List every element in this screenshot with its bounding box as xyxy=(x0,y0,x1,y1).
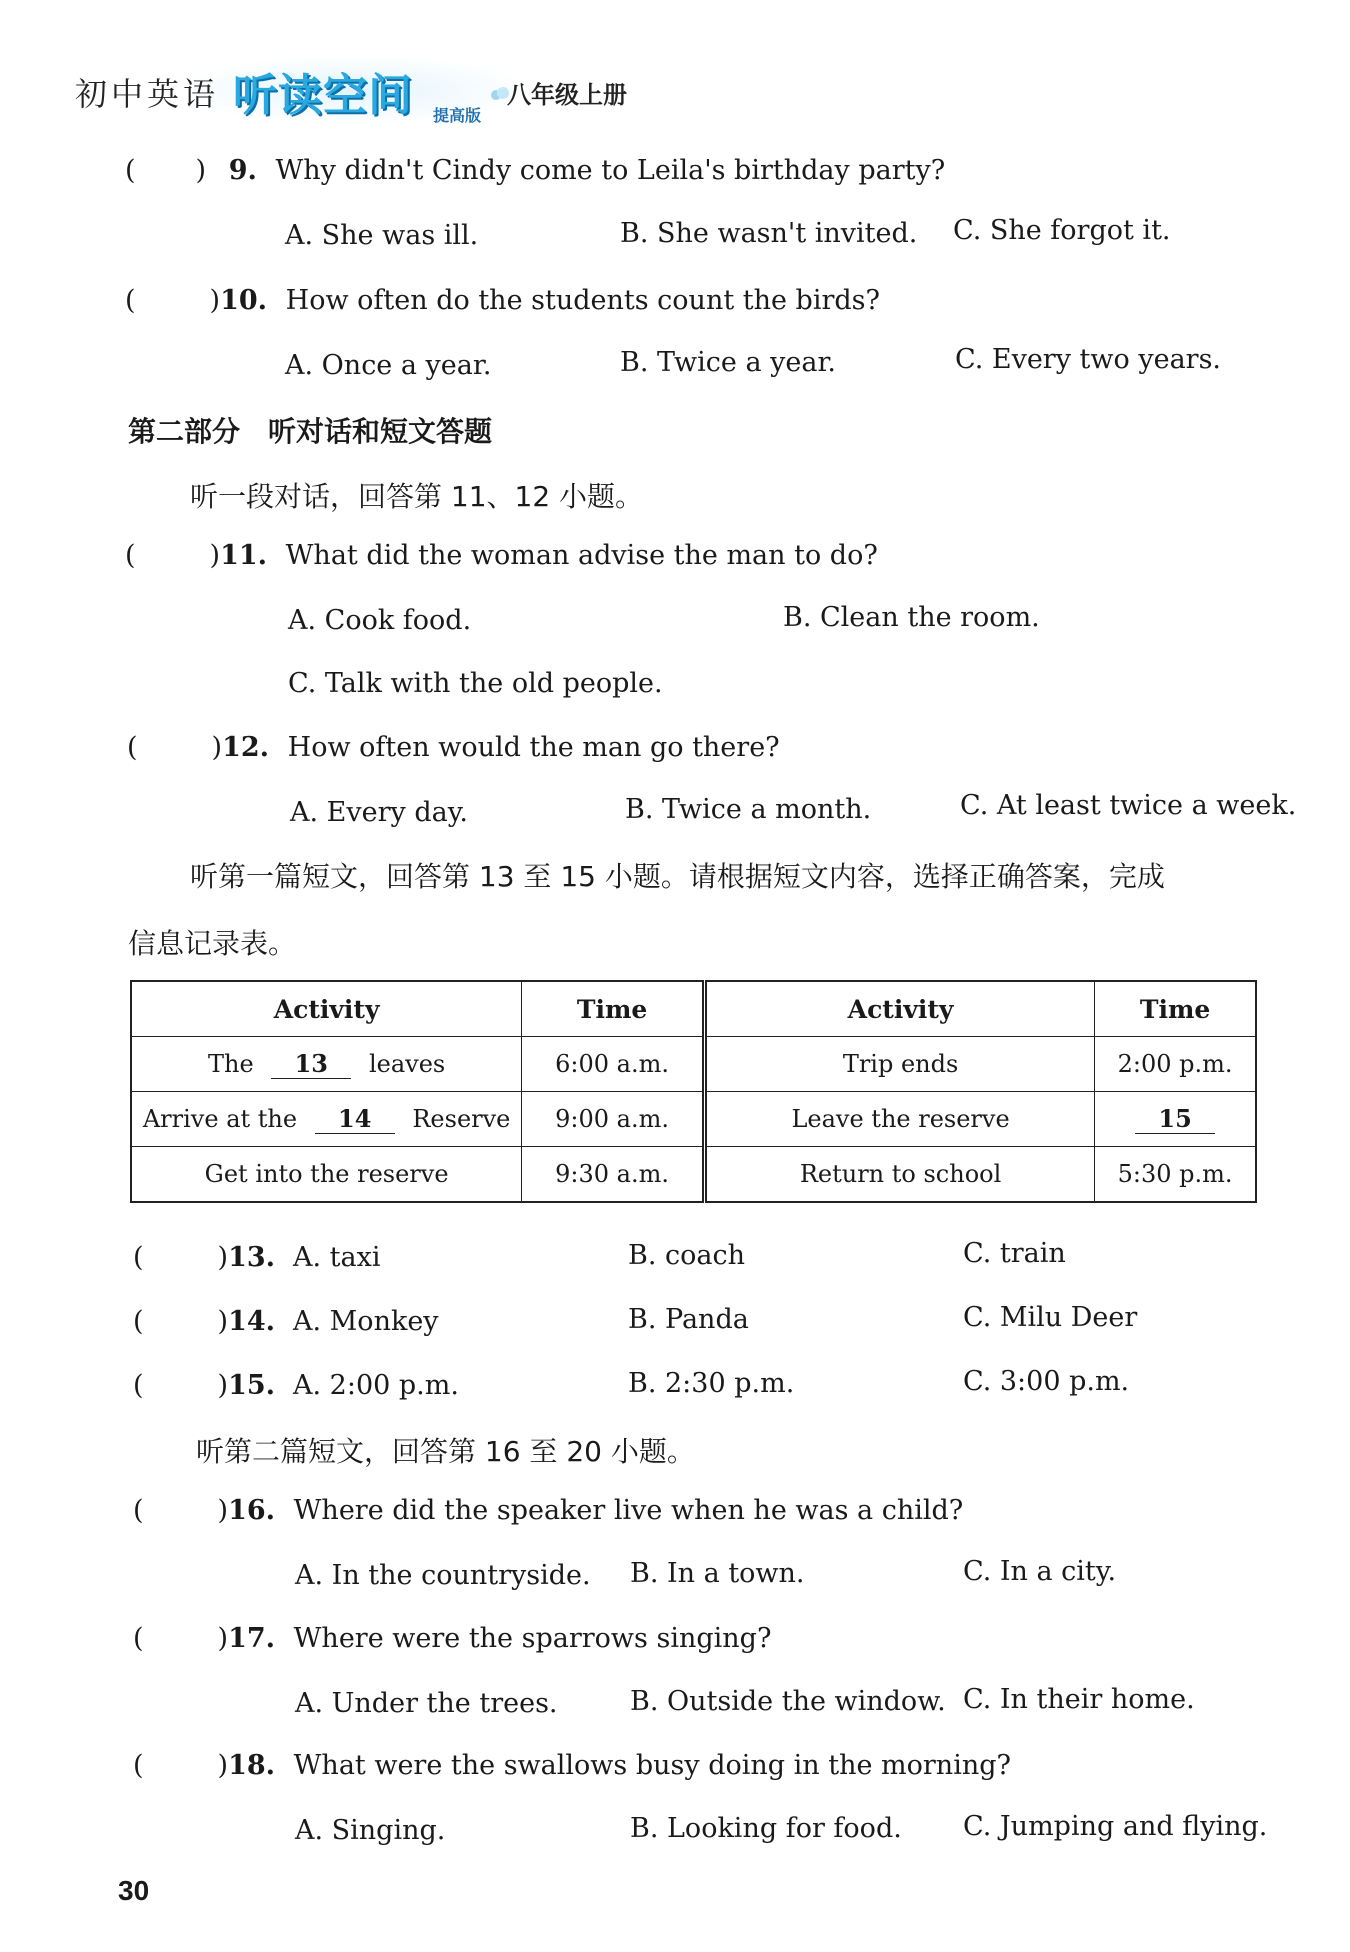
answer-paren-close: ) xyxy=(209,285,221,316)
option-a: A. Every day. xyxy=(290,797,468,828)
answer-paren-close: ) xyxy=(217,1623,229,1654)
instruction-11-12: 听一段对话，回答第 11、12 小题。 xyxy=(190,480,644,513)
page-header xyxy=(75,55,775,135)
header-time: Time xyxy=(522,981,705,1037)
option-b: B. Twice a year. xyxy=(620,347,837,378)
option-a: A. Under the trees. xyxy=(295,1688,558,1719)
table-cell: 9:30 a.m. xyxy=(522,1147,705,1203)
table-cell: Get into the reserve xyxy=(131,1147,522,1203)
option-a: A. Once a year. xyxy=(285,350,492,381)
answer-paren-open: ( xyxy=(133,1306,144,1337)
table-cell: Return to school xyxy=(704,1147,1094,1203)
option-c: C. Milu Deer xyxy=(963,1302,1138,1333)
header-activity: Activity xyxy=(704,981,1094,1037)
brand-logo-text: 听读空间 xyxy=(233,70,413,121)
question-number: 12. xyxy=(222,732,270,763)
option-a: A. Cook food. xyxy=(288,605,472,636)
answer-paren-open: ( xyxy=(125,285,136,316)
answer-paren-open: ( xyxy=(133,1623,144,1654)
question-13 xyxy=(133,1242,275,1273)
table-row xyxy=(131,1147,1256,1203)
table-cell: 2:00 p.m. xyxy=(1095,1037,1256,1092)
answer-paren-close: ) xyxy=(211,732,223,763)
answer-paren-close: ) xyxy=(217,1495,229,1526)
cell-text: Arrive at the xyxy=(142,1104,298,1133)
option-b: B. She wasn't invited. xyxy=(620,218,918,249)
cell-text: The xyxy=(208,1049,254,1078)
header-activity: Activity xyxy=(131,981,522,1037)
question-number: 16. xyxy=(228,1495,276,1526)
option-a: A. In the countryside. xyxy=(295,1560,591,1591)
option-b: B. Panda xyxy=(628,1304,749,1335)
instruction-13-15-line2: 信息记录表。 xyxy=(128,927,297,960)
edition-label: 提高版 xyxy=(433,106,482,125)
cell-text: Reserve xyxy=(412,1104,511,1133)
option-b: B. Clean the room. xyxy=(783,602,1040,633)
question-number: 11. xyxy=(220,540,268,571)
option-b: B. Twice a month. xyxy=(625,794,872,825)
answer-paren-open: ( xyxy=(133,1242,144,1273)
option-c: C. train xyxy=(963,1238,1066,1269)
table-cell xyxy=(131,1092,522,1147)
question-16 xyxy=(133,1495,963,1526)
question-number: 9. xyxy=(228,155,257,186)
answer-blank-15[interactable]: 15 xyxy=(1135,1105,1215,1134)
option-c: C. In a city. xyxy=(963,1556,1117,1587)
option-c: C. In their home. xyxy=(963,1684,1195,1715)
answer-paren-close: ) xyxy=(217,1242,229,1273)
option-b: B. In a town. xyxy=(630,1558,805,1589)
table-cell xyxy=(1095,1092,1256,1147)
answer-paren-open: ( xyxy=(125,155,136,186)
question-text: What were the swallows busy doing in the morning? xyxy=(293,1750,1011,1781)
question-text: How often would the man go there? xyxy=(287,732,780,763)
question-12 xyxy=(127,732,780,763)
book-series-label: 初中英语 xyxy=(75,75,220,113)
info-record-table xyxy=(130,980,1257,1203)
table-cell: 9:00 a.m. xyxy=(522,1092,705,1147)
table-cell: 6:00 a.m. xyxy=(522,1037,705,1092)
option-b: B. Looking for food. xyxy=(630,1813,902,1844)
option-a: A. taxi xyxy=(293,1242,381,1273)
answer-paren-close: ) xyxy=(195,155,207,186)
answer-blank-13[interactable]: 13 xyxy=(271,1050,351,1079)
cell-text: leaves xyxy=(368,1049,446,1078)
table-cell: Trip ends xyxy=(704,1037,1094,1092)
instruction-13-15-line1: 听第一篇短文，回答第 13 至 15 小题。请根据短文内容，选择正确答案，完成 xyxy=(190,860,1165,893)
question-14 xyxy=(133,1306,275,1337)
table-row xyxy=(131,1092,1256,1147)
answer-paren-open: ( xyxy=(133,1750,144,1781)
option-a: A. Monkey xyxy=(293,1306,439,1337)
option-c: C. At least twice a week. xyxy=(960,790,1297,821)
question-18 xyxy=(133,1750,1011,1781)
answer-paren-close: ) xyxy=(217,1750,229,1781)
option-b: B. Outside the window. xyxy=(630,1686,946,1717)
option-a: A. 2:00 p.m. xyxy=(293,1370,459,1401)
table-header-row xyxy=(131,981,1256,1037)
question-text: What did the woman advise the man to do? xyxy=(285,540,878,571)
question-number: 14. xyxy=(228,1306,276,1337)
grade-label: 八年级上册 xyxy=(507,81,627,109)
question-9 xyxy=(125,155,945,186)
option-b: B. coach xyxy=(628,1240,745,1271)
answer-paren-open: ( xyxy=(127,732,138,763)
question-number: 17. xyxy=(228,1623,276,1654)
header-time: Time xyxy=(1095,981,1256,1037)
answer-paren-open: ( xyxy=(133,1370,144,1401)
question-text: Why didn't Cindy come to Leila's birthday party? xyxy=(275,155,946,186)
question-text: How often do the students count the birds? xyxy=(285,285,881,316)
question-17 xyxy=(133,1623,771,1654)
table-row xyxy=(131,1037,1256,1092)
answer-paren-close: ) xyxy=(217,1306,229,1337)
question-number: 13. xyxy=(228,1242,276,1273)
option-b: B. 2:30 p.m. xyxy=(628,1368,795,1399)
option-c: C. Jumping and flying. xyxy=(963,1811,1268,1842)
question-text: Where did the speaker live when he was a child? xyxy=(293,1495,964,1526)
question-10 xyxy=(125,285,880,316)
answer-paren-open: ( xyxy=(125,540,136,571)
table-cell xyxy=(131,1037,522,1092)
question-number: 18. xyxy=(228,1750,276,1781)
option-a: A. She was ill. xyxy=(285,220,479,251)
answer-paren-close: ) xyxy=(209,540,221,571)
page-number: 30 xyxy=(118,1875,150,1906)
option-c: C. Talk with the old people. xyxy=(288,668,663,699)
option-c: C. She forgot it. xyxy=(953,215,1171,246)
answer-blank-14[interactable]: 14 xyxy=(315,1105,395,1134)
question-text: Where were the sparrows singing? xyxy=(293,1623,772,1654)
section-title: 第二部分 听对话和短文答题 xyxy=(128,415,493,448)
table-cell: 5:30 p.m. xyxy=(1095,1147,1256,1203)
question-15 xyxy=(133,1370,275,1401)
answer-paren-open: ( xyxy=(133,1495,144,1526)
option-c: C. 3:00 p.m. xyxy=(963,1366,1130,1397)
answer-paren-close: ) xyxy=(217,1370,229,1401)
option-c: C. Every two years. xyxy=(955,344,1222,375)
question-11 xyxy=(125,540,878,571)
instruction-16-20: 听第二篇短文，回答第 16 至 20 小题。 xyxy=(196,1435,695,1468)
option-a: A. Singing. xyxy=(295,1815,446,1846)
question-number: 15. xyxy=(228,1370,276,1401)
table-cell: Leave the reserve xyxy=(704,1092,1094,1147)
question-number: 10. xyxy=(220,285,268,316)
